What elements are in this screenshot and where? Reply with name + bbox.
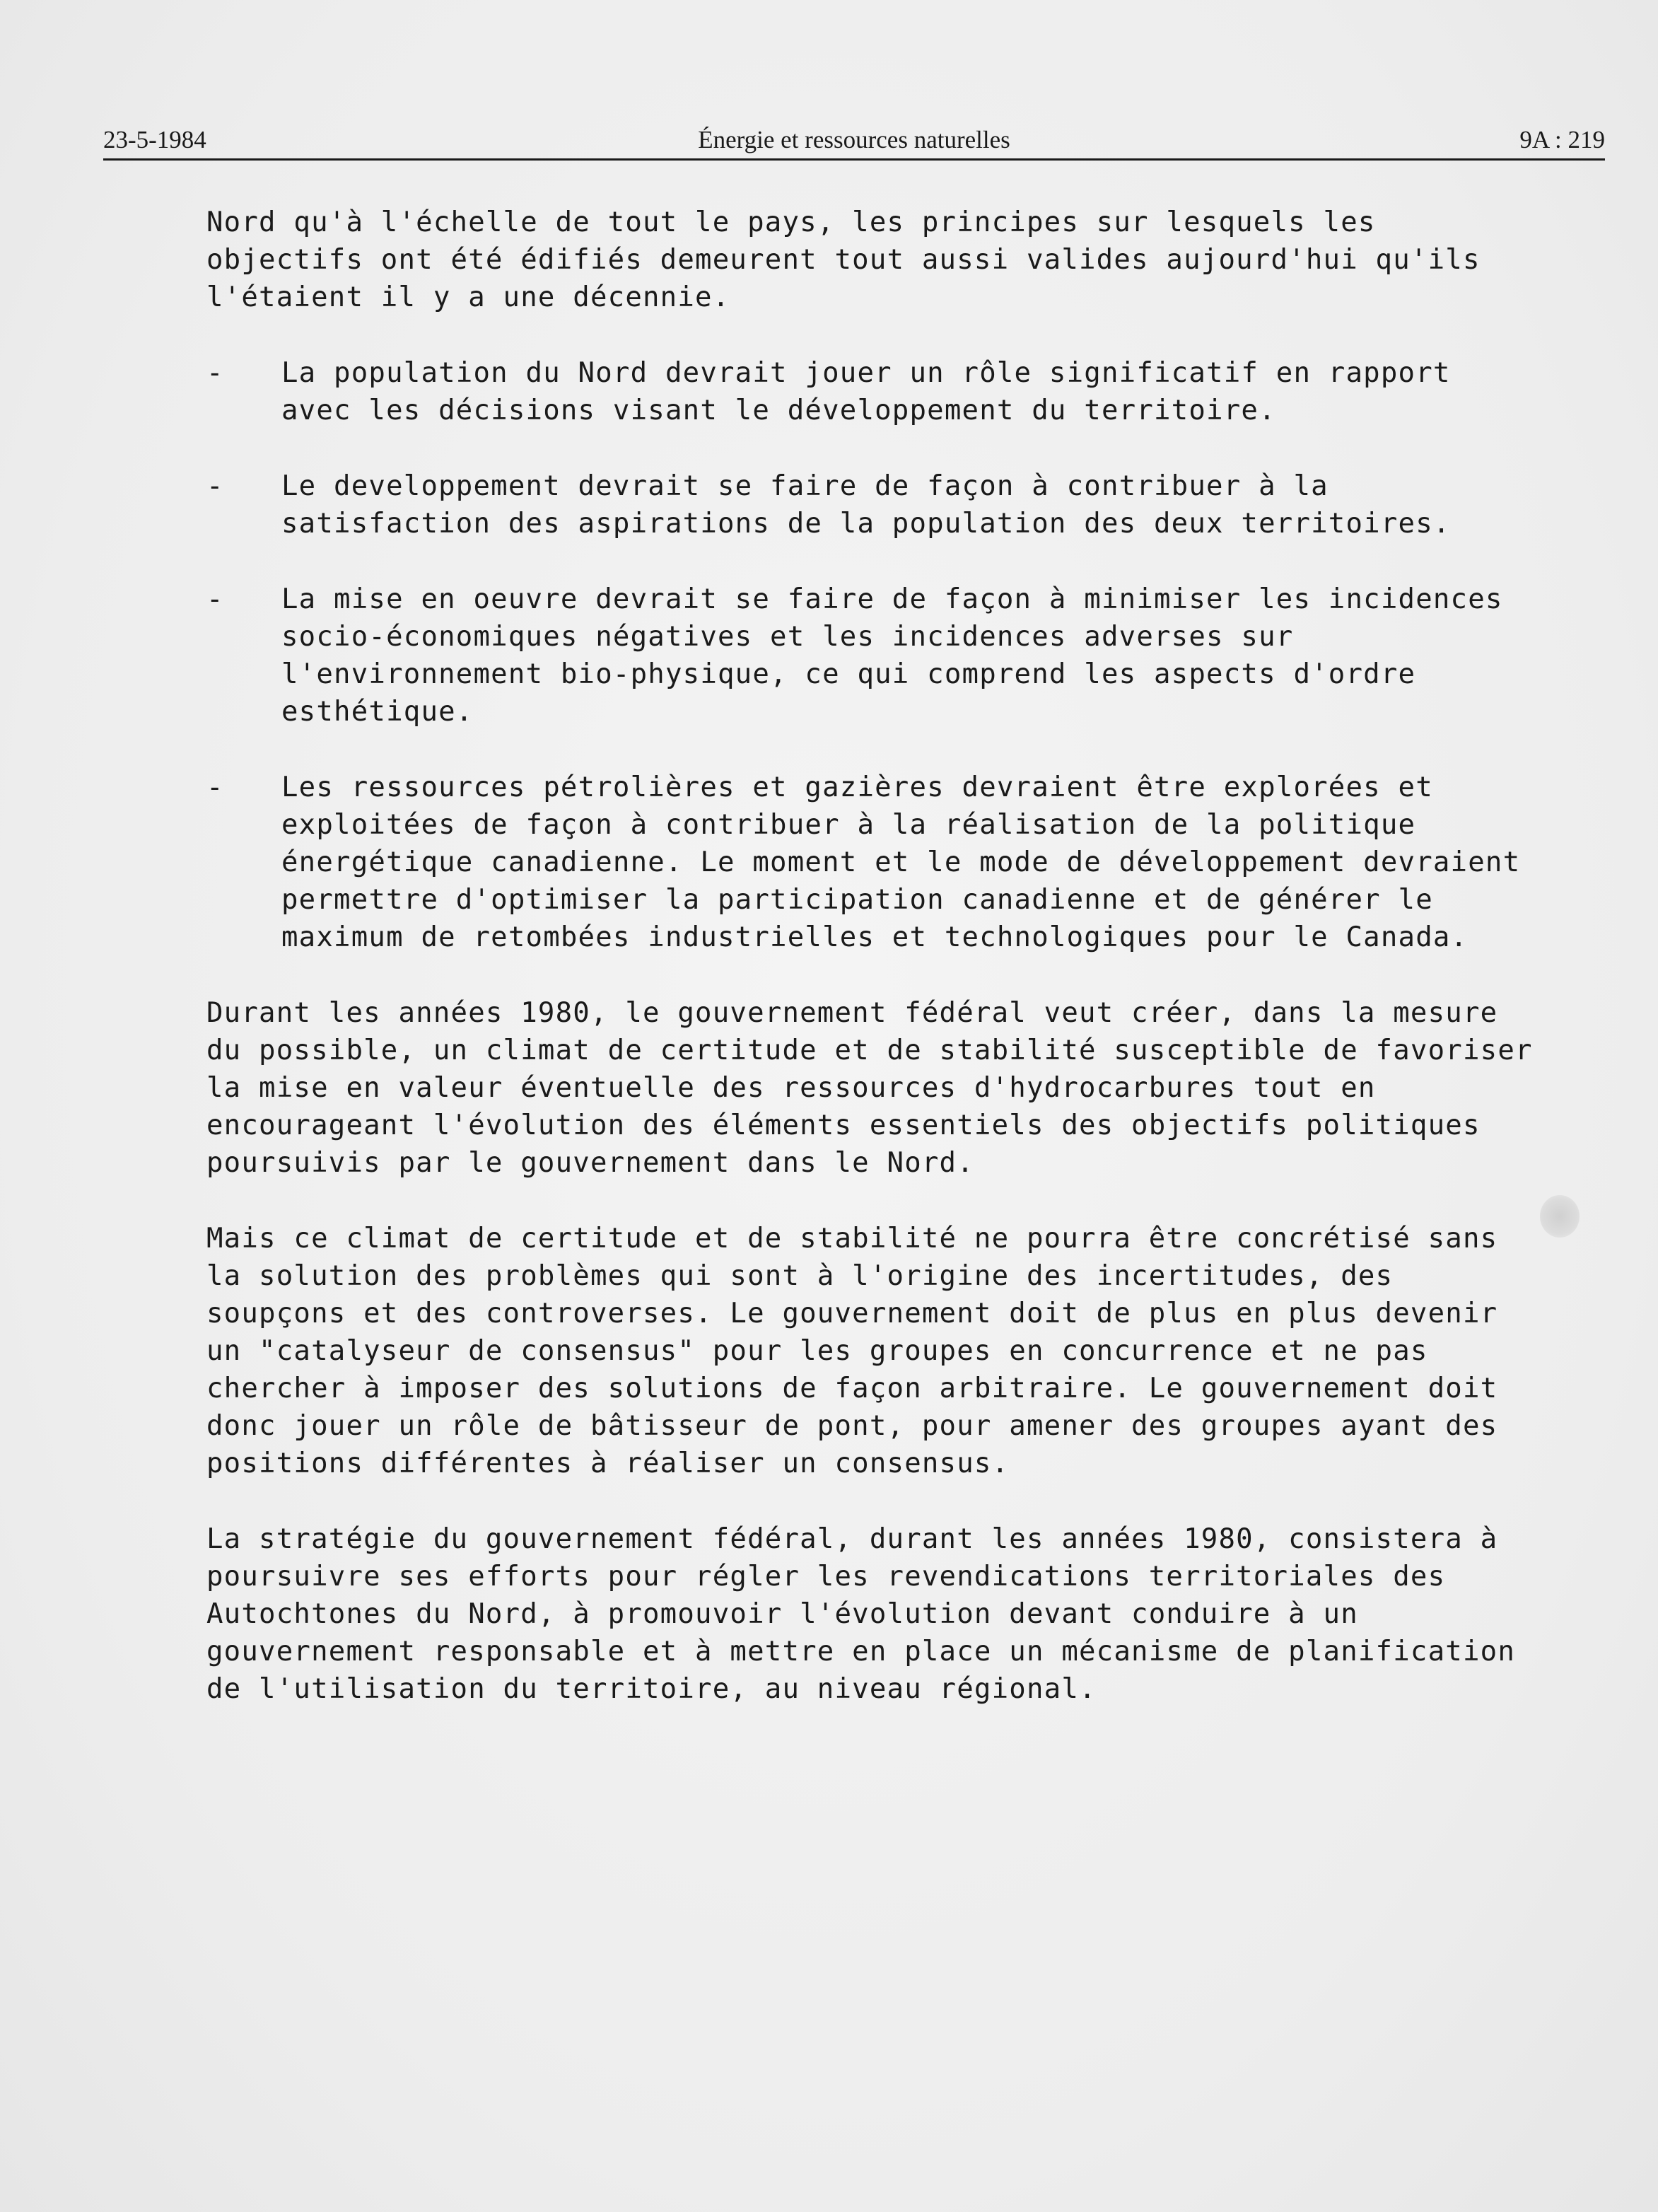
- paragraph-intro: Nord qu'à l'échelle de tout le pays, les principes sur lesquels les objectifs ont été édifiés demeurent tout aussi valides aujourd'hui qu'ils l'étaient il y a une décennie.: [206, 206, 1481, 313]
- bullet-text: La population du Nord devrait jouer un rôle significatif en rapport avec les décisions visant le développement du territoire.: [281, 357, 1451, 426]
- paragraph-consensus: Mais ce climat de certitude et de stabilité ne pourra être concrétisé sans la solution des problèmes qui sont à l'origine des incertitudes, des soupçons et des controverses. Le gouvernement doit de plus en plus devenir un "catalyseur de consensus" pour les groupes en concurrence et ne pas chercher à imposer des solutions de façon arbitraire. Le gouvernement doit donc jouer un rôle de bâtisseur de pont, pour amener des groupes ayant des positions différentes à réaliser un consensus.: [206, 1223, 1498, 1479]
- paragraph-strategy: La stratégie du gouvernement fédéral, durant les années 1980, consistera à poursuivre ses efforts pour régler les revendications territoriales des Autochtones du Nord, à promouvoir l'évolution devant conduire à un gouvernement responsable et à mettre en place un mécanisme de planification de l'utilisation du territoire, au niveau régional.: [206, 1523, 1515, 1705]
- header-title: Énergie et ressources naturelles: [698, 126, 1010, 153]
- paragraph-climate: Durant les années 1980, le gouvernement fédéral veut créer, dans la mesure du possible, un climat de certitude et de stabilité susceptible de favoriser la mise en valeur éventuelle des ressources d'hydrocarbures tout en encourageant l'évolution des éléments essentiels des objectifs politiques poursuivis par le gouvernement dans le Nord.: [206, 997, 1533, 1179]
- bullet-item: [206, 467, 1536, 542]
- header-page-number: 9A : 219: [1519, 126, 1605, 153]
- bullet-text: La mise en oeuvre devrait se faire de façon à minimiser les incidences socio-économiques négatives et les incidences adverses sur l'environnement bio-physique, ce qui comprend les aspects d'ordre esthétique.: [281, 583, 1503, 728]
- bullet-item: [206, 354, 1536, 429]
- bullet-text: Les ressources pétrolières et gazières devraient être explorées et exploitées de façon à contribuer à la réalisation de la politique énergétique canadienne. Le moment et le mode de développement devraient permettre d'optimiser la participation canadienne et de générer le maximum de retombées industrielles et technologiques pour le Canada.: [281, 772, 1521, 953]
- bullet-dash: -: [206, 470, 224, 502]
- bullet-dash: -: [206, 583, 224, 615]
- paper-spot: [1540, 1195, 1580, 1238]
- document-body: [206, 204, 1536, 1746]
- bullet-dash: -: [206, 357, 224, 389]
- bullet-text: Le developpement devrait se faire de façon à contribuer à la satisfaction des aspirations de la population des deux territoires.: [281, 470, 1451, 540]
- page-header: [103, 119, 1605, 161]
- bullet-dash: -: [206, 772, 224, 803]
- bullet-item: [206, 581, 1536, 730]
- bullet-item: [206, 769, 1536, 956]
- header-date: 23-5-1984: [103, 126, 206, 153]
